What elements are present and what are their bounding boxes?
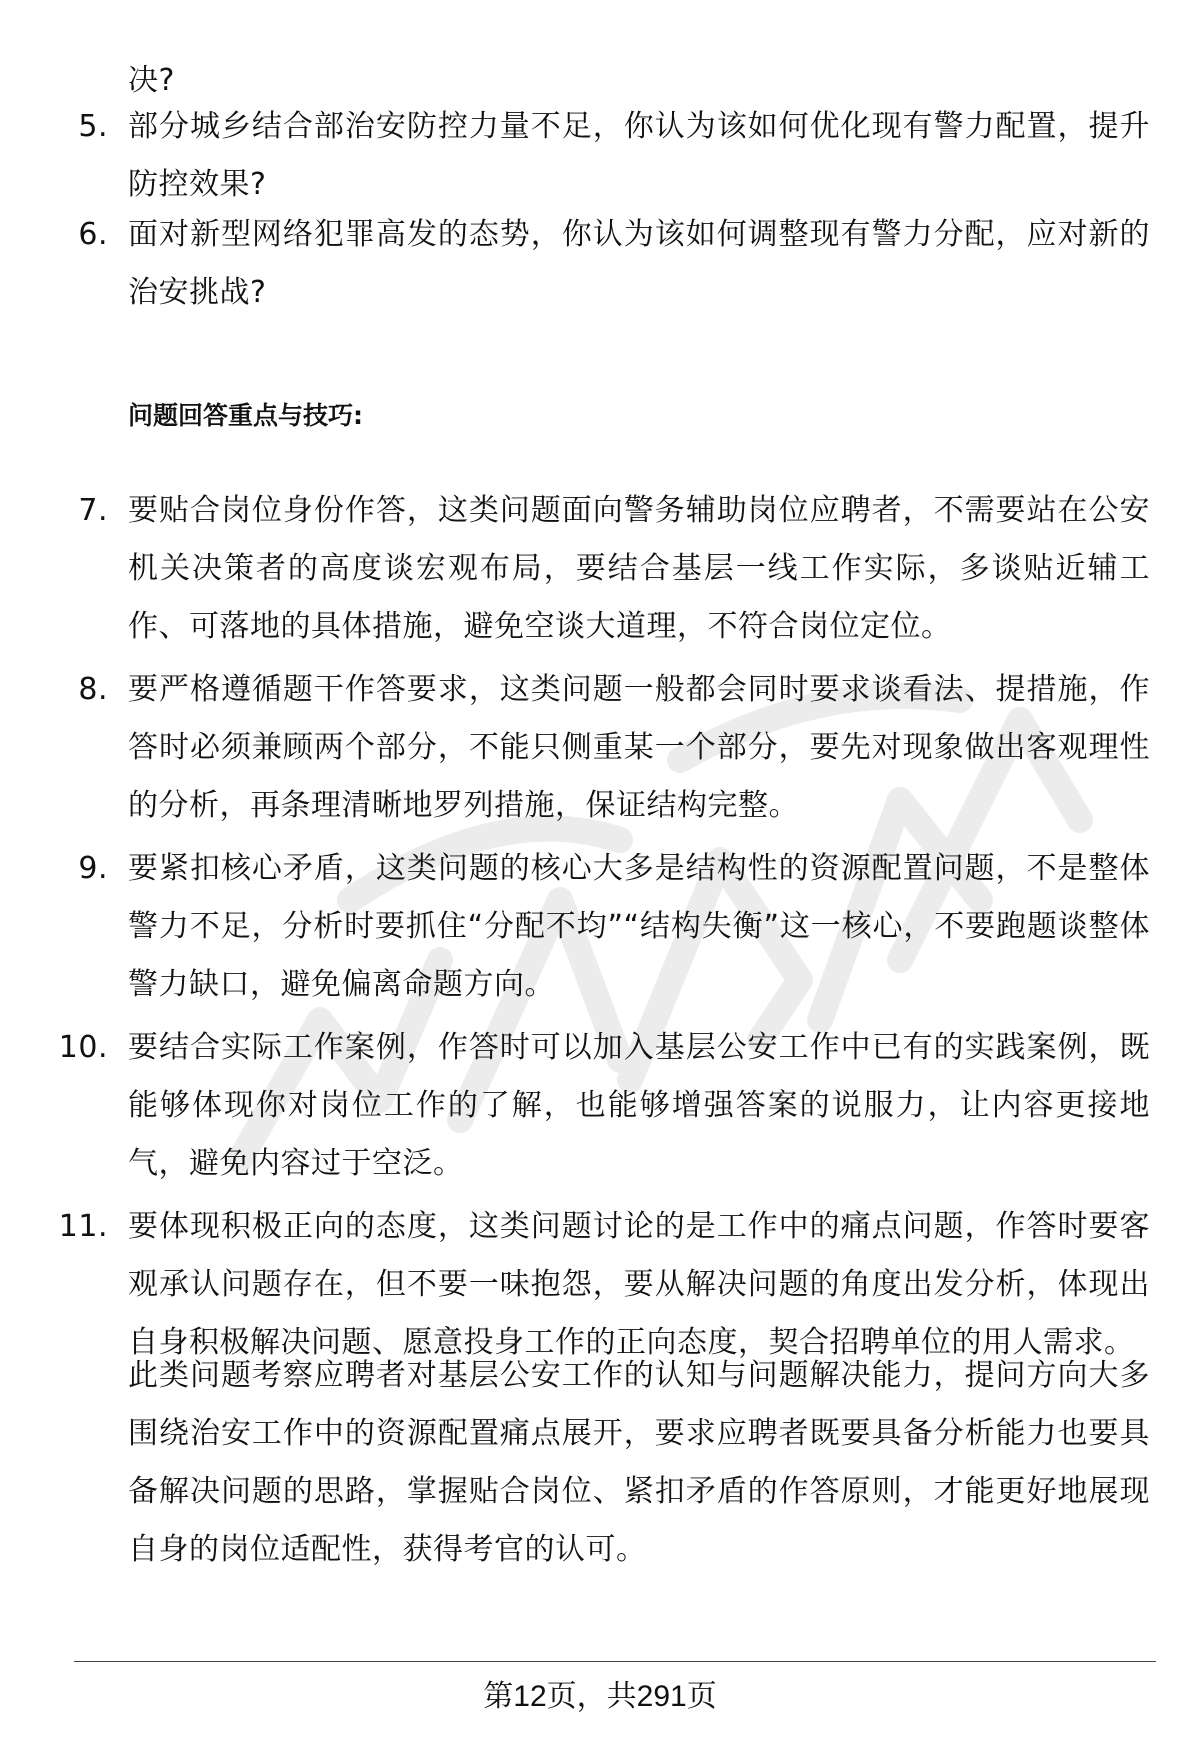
tip-item-10 bbox=[0, 1019, 1150, 1193]
question-item-5 bbox=[0, 98, 1150, 214]
tip-item-8 bbox=[0, 661, 1150, 835]
tip-item-11 bbox=[0, 1198, 1150, 1372]
question-text: 部分城乡结合部治安防控力量不足，你认为该如何优化现有警力配置，提升防控效果? bbox=[128, 109, 1150, 202]
question-text: 面对新型网络犯罪高发的态势，你认为该如何调整现有警力分配，应对新的治安挑战? bbox=[128, 217, 1150, 310]
summary-paragraph: 此类问题考察应聘者对基层公安工作的认知与问题解决能力，提问方向大多围绕治安工作中的资源配置痛点展开，要求应聘者既要具备分析能力也要具备解决问题的思路，掌握贴合岗位、紧扣矛盾的作答原则，才能更好地展现自身的岗位适配性，获得考官的认可。 bbox=[128, 1358, 1150, 1567]
tip-text: 要体现积极正向的态度，这类问题讨论的是工作中的痛点问题，作答时要客观承认问题存在，但不要一味抱怨，要从解决问题的角度出发分析，体现出自身积极解决问题、愿意投身工作的正向态度，契合招聘单位的用人需求。 bbox=[128, 1209, 1150, 1360]
continued-question-text: 决? bbox=[128, 63, 175, 98]
footer-divider bbox=[74, 1661, 1156, 1662]
tip-text: 要贴合岗位身份作答，这类问题面向警务辅助岗位应聘者，不需要站在公安机关决策者的高度谈宏观布局，要结合基层一线工作实际，多谈贴近辅工作、可落地的具体措施，避免空谈大道理，不符合岗位定位。 bbox=[128, 493, 1150, 644]
tip-number: 8. bbox=[78, 672, 108, 707]
question-number: 6. bbox=[78, 217, 108, 252]
section-heading: 问题回答重点与技巧: bbox=[128, 401, 363, 430]
tip-text: 要严格遵循题干作答要求，这类问题一般都会同时要求谈看法、提措施，作答时必须兼顾两个部分，不能只侧重某一个部分，要先对现象做出客观理性的分析，再条理清晰地罗列措施，保证结构完整。 bbox=[128, 672, 1150, 823]
tip-number: 9. bbox=[78, 851, 108, 886]
tip-number: 11. bbox=[58, 1209, 108, 1244]
tip-item-9 bbox=[0, 840, 1150, 1014]
question-item-6 bbox=[0, 206, 1150, 322]
tip-item-7 bbox=[0, 482, 1150, 656]
tip-text: 要结合实际工作案例，作答时可以加入基层公安工作中已有的实践案例，既能够体现你对岗位工作的了解，也能够增强答案的说服力，让内容更接地气，避免内容过于空泛。 bbox=[128, 1030, 1150, 1181]
tip-number: 10. bbox=[58, 1030, 108, 1065]
question-number: 5. bbox=[78, 109, 108, 144]
page-number-footer: 第12页，共291页 bbox=[483, 1680, 717, 1713]
tip-text: 要紧扣核心矛盾，这类问题的核心大多是结构性的资源配置问题，不是整体警力不足，分析时要抓住“分配不均”“结构失衡”这一核心，不要跑题谈整体警力缺口，避免偏离命题方向。 bbox=[128, 851, 1150, 1002]
tip-number: 7. bbox=[78, 493, 108, 528]
